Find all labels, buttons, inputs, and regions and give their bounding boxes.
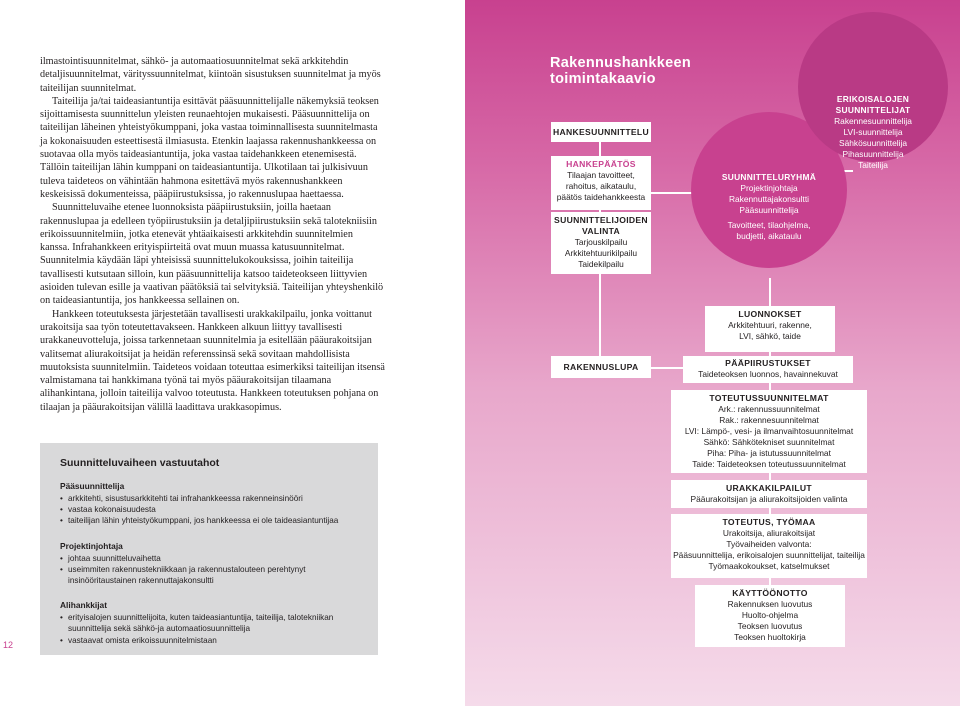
box-line: Taidekilpailu	[578, 259, 624, 269]
connector-line	[599, 272, 601, 358]
box-heading: TOTEUTUSSUUNNITELMAT	[709, 393, 829, 403]
circle-line: LVI-suunnittelija	[843, 127, 903, 137]
list-item: • johtaa suunnitteluvaihetta	[60, 553, 358, 564]
paragraph: Hankkeen toteutuksesta järjestetään tavallisesti urakkakilpailu, jonka voittanut urakoitsija saa työn toteutettavakseen. Hankkeen alkuun liittyy tavallisesti urakkaneuvotteluja, joissa tarkennetaan suunnitelmia ja esitellään pääurakoitsijan valitsemat aliurakoitsijat ja heidän referenssinsä sekä sovitaan mahdollisista muutoksista suunnitelmiin. Taideteos voidaan toteuttaa esimerkiksi taiteilijan itsensä valmistamana tai hankkimana työnä tai myös pääurakoitsijan tilaamana alihankintana, jolloin taiteilija valvoo toteutusta. Hankkeen toteutuksen pohjana on tilaajan ja pääurakoitsijan välillä laadittava urakkasopimus.	[40, 308, 385, 413]
circle-line: Taiteilija	[858, 160, 888, 170]
box-line: Arkkitehtuuri, rakenne,	[728, 320, 812, 330]
bullet-list	[60, 553, 358, 587]
box-heading: PÄÄPIIRUSTUKSET	[725, 358, 811, 368]
hankepaatos-box	[551, 156, 651, 210]
connector-line	[769, 278, 771, 308]
hankesuunnittelu-box	[551, 122, 651, 142]
circle-line: Rakennuttajakonsultti	[728, 194, 810, 204]
box-title: Suunnitteluvaiheen vastuutahot	[60, 457, 220, 469]
box-line: Pääsuunnittelija, erikoisalojen suunnittelijat, taiteilija	[673, 550, 865, 560]
circle-heading: SUUNNITTELIJAT	[835, 105, 911, 115]
paragraph: Taiteilija ja/tai taideasiantuntija esittävät pääsuunnittelijalle näkemyksiä teoksen sijoittamisesta suunnittelun yleisten reunaehtojen mukaisesti. Pääsuunnittelija on taiteilijan läheinen yhteistyökumppani, joka vastaa toiminnallisesta suunnitelmasta ja kokonaisuuden esteettisestä ilmiasusta. Etenkin laajassa rakennushankkeessa on suotavaa olla myös taideasiantuntija, joka vastaa taidehankkeen etenemisestä. Tällöin taiteilijan lähin kumppani on taideasiantuntija. Ulkotilaan tai julkisivuun tuleva taideteos on vähintään hahmona esitettävä myös rakennushankkeen keskeisissä dokumenteissa, pääpiirustuksissa, jo rakennuslupaa haettaessa.	[40, 95, 379, 200]
box-line: Urakoitsija, aliurakoitsijat	[722, 528, 816, 538]
list-item: • vastaavat omista erikoissuunnitelmistaan	[60, 635, 358, 646]
box-line: Arkkitehtuurikilpailu	[564, 248, 638, 258]
box-line: LVI, sähkö, taide	[739, 331, 801, 341]
tyomaa-box	[671, 514, 867, 578]
valinta-box	[551, 212, 651, 274]
paragraph: Suunnitteluvaihe etenee luonnoksista pääpiirustuksiin, joilla haetaan rakennuslupaa ja edelleen työpiirustuksiin ja detaljipiirustuksiin sekä talotekniisiin erikoissuunnitelmiin, jotka etenevät yhtäaikaisesti arkkitehdin suunnitelmien kanssa. Infrahankkeen erityispiirteitä ovat muun muassa katusuunnitelmat. Suunnitelmia käydään läpi yhteisissä suunnittelukokouksissa, joihin taiteilija tavallisesti kutsutaan silloin, kun pääsuunnittelija katsoo taideteokseen liittyvien asioiden tulevan esille ja vaativan päätöksiä tai selvityksiä. Taiteilijan yhteyshenkilö on taideasiantuntija, jos hankkeessa sellainen on.	[40, 202, 384, 307]
group-heading: Pääsuunnittelija	[60, 481, 125, 491]
box-line: Tarjouskilpailu	[574, 237, 628, 247]
box-heading: HANKESUUNNITTELU	[553, 127, 649, 137]
circle-heading: SUUNNITTELURYHMÄ	[721, 172, 817, 182]
box-line: Tilaajan tavoitteet,	[567, 170, 635, 180]
list-item: • useimmiten rakennustekniikkaan ja rakennustalouteen perehtynyt insinööritaustainen rakennuttajakonsultti	[60, 564, 358, 586]
box-line: Rakennuksen luovutus	[727, 599, 813, 609]
box-heading: HANKEPÄÄTÖS	[566, 159, 636, 169]
box-line: Sähkö: Sähkötekniset suunnitelmat	[703, 437, 835, 447]
erikoisalojen-circle	[798, 12, 948, 170]
box-heading: URAKKAKILPAILUT	[726, 483, 812, 493]
responsibilities-box	[40, 443, 378, 655]
circle-line: Tavoitteet, tilaohjelma,	[727, 220, 811, 230]
list-item: • arkkitehti, sisustusarkkitehti tai infrahankkeessa rakenneinsinööri	[60, 493, 358, 504]
circle-line: Sähkösuunnittelija	[839, 138, 907, 148]
page-title: Rakennushankkeen toimintakaavio	[550, 55, 691, 87]
page-number: 12	[3, 640, 14, 650]
body-text	[40, 55, 385, 414]
luonnokset-box	[705, 306, 835, 352]
list-item: • vastaa kokonaisuudesta	[60, 504, 358, 515]
bullet-list	[60, 493, 358, 527]
paragraph: ilmastointisuunnitelmat, sähkö- ja automaatiosuunnitelmat sekä arkkitehdin detaljisuunnitelmat, värityssuunnitelmat, kiintoän sisustuksen suunnitelmat ja myös taiteilijan suunnitelmat.	[40, 56, 381, 94]
box-line: Piha: Piha- ja istutussuunnitelmat	[707, 448, 831, 458]
box-line: Työvaiheiden valvonta:	[726, 539, 812, 549]
urakkakilpailut-box	[671, 480, 867, 508]
box-heading: VALINTA	[581, 226, 621, 236]
paapiirustukset-box	[683, 356, 853, 383]
circle-line: Pihasuunnittelija	[842, 149, 904, 159]
left-page	[0, 0, 465, 706]
circle-line: Pääsuunnittelija	[739, 205, 799, 215]
box-line: Taideteoksen luonnos, havainnekuvat	[698, 369, 838, 379]
box-heading: KÄYTTÖÖNOTTO	[732, 588, 808, 598]
circle-line: Rakennesuunnittelija	[834, 116, 912, 126]
box-line: Pääurakoitsijan ja aliurakoitsijoiden valinta	[690, 494, 848, 504]
list-item: • taiteilijan lähin yhteistyökumppani, jos hankkeessa ei ole taideasiantuntijaa	[60, 515, 358, 526]
box-heading: RAKENNUSLUPA	[563, 362, 639, 372]
box-heading: TOTEUTUS, TYÖMAA	[722, 517, 816, 527]
box-line: Taide: Taideteoksen toteutussuunnitelmat	[692, 459, 846, 469]
box-line: Huolto-ohjelma	[741, 610, 799, 620]
box-line: päätös taidehankkeesta	[556, 192, 646, 202]
circle-line: Projektinjohtaja	[740, 183, 798, 193]
list-item: • erityisalojen suunnittelijoita, kuten taideasiantuntija, taiteilija, talotekniikan suunnittelija sekä sähkö-ja automaatiosuunnittelija	[60, 612, 358, 634]
box-line: Rak.: rakennesuunnitelmat	[719, 415, 819, 425]
toteutussuunnitelmat-box	[671, 390, 867, 473]
box-heading: LUONNOKSET	[738, 309, 802, 319]
bullet-list	[60, 612, 358, 646]
box-line: rahoitus, aikataulu,	[565, 181, 637, 191]
rakennuslupa-box	[551, 356, 651, 378]
box-line: Työmaakokoukset, katselmukset	[708, 561, 830, 571]
box-line: Teoksen huoltokirja	[734, 632, 806, 642]
connector-line	[769, 472, 771, 480]
circle-heading: ERIKOISALOJEN	[836, 94, 910, 104]
box-line: Ark.: rakennussuunnitelmat	[718, 404, 820, 414]
box-heading: SUUNNITTELIJOIDEN	[554, 215, 648, 225]
box-line: LVI: Lämpö-, vesi- ja ilmanvaihtosuunnitelmat	[684, 426, 854, 436]
box-line: Teoksen luovutus	[737, 621, 803, 631]
group-heading: Projektinjohtaja	[60, 540, 123, 551]
circle-line: budjetti, aikataulu	[736, 231, 802, 241]
group-heading: Alihankkijat	[60, 600, 108, 611]
right-page	[465, 0, 960, 706]
kayttoonotto-box	[695, 585, 845, 647]
